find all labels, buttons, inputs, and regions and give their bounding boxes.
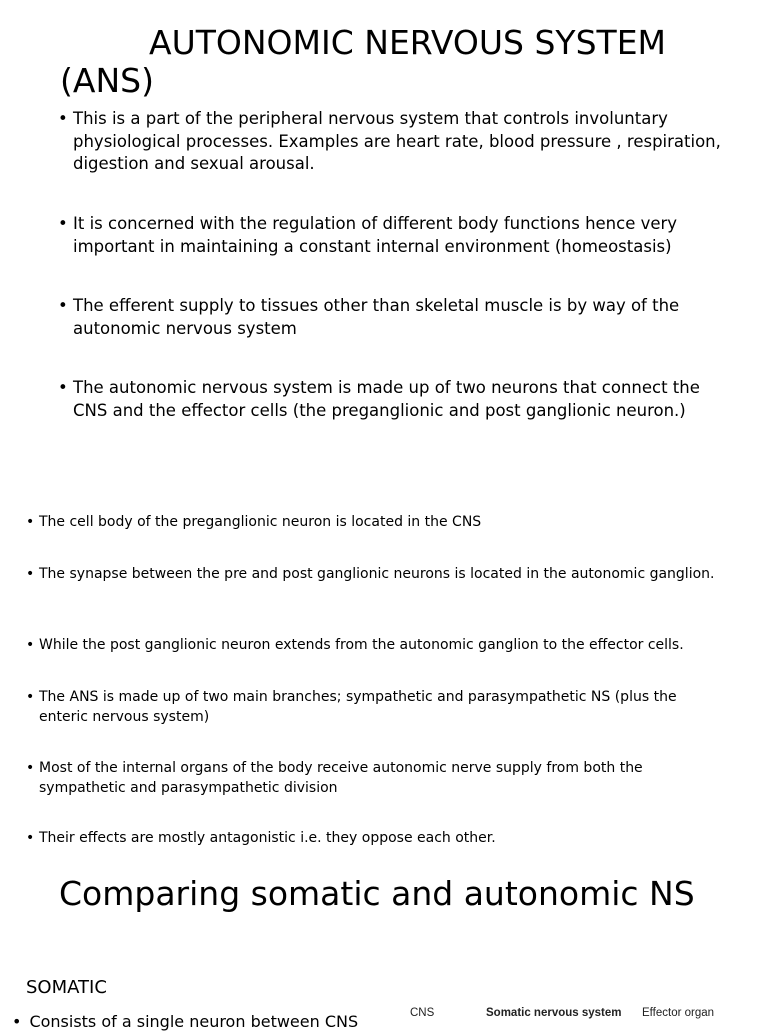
bullet-icon: • — [26, 637, 35, 653]
list-item — [26, 688, 729, 727]
bullet-text: The efferent supply to tissues other than skeletal muscle is by way of the autonomic nervous system — [73, 296, 680, 338]
somatic-bullet — [12, 1012, 358, 1031]
bullet-icon: • — [58, 109, 68, 128]
bullet-icon: • — [58, 378, 68, 397]
bullet-text: While the post ganglionic neuron extends from the autonomic ganglion to the effector cells. — [39, 637, 684, 653]
bullet-icon: • — [26, 514, 35, 530]
bullet-icon: • — [12, 1012, 22, 1031]
bullet-icon: • — [26, 830, 35, 846]
bullet-icon: • — [58, 296, 68, 315]
list-item — [58, 295, 723, 340]
section-title: Comparing somatic and autonomic NS — [59, 874, 695, 913]
title-line-1: AUTONOMIC NERVOUS SYSTEM — [149, 23, 667, 62]
bullet-icon: • — [26, 689, 35, 705]
bullet-icon: • — [58, 214, 68, 233]
somatic-figure — [400, 1004, 730, 1024]
bullet-text: Their effects are mostly antagonistic i.e. they oppose each other. — [39, 830, 496, 846]
list-item — [26, 829, 729, 849]
bullet-text: It is concerned with the regulation of different body functions hence very important in maintaining a constant internal environment (homeostasis) — [73, 214, 678, 256]
list-item — [26, 759, 729, 798]
figure-title: Somatic nervous system — [486, 1007, 622, 1019]
list-item — [26, 565, 729, 585]
list-item — [58, 377, 723, 422]
list-item — [26, 513, 729, 533]
bullet-text: The cell body of the preganglionic neuron is located in the CNS — [39, 514, 482, 530]
bullet-icon: • — [26, 760, 35, 776]
list-item — [58, 213, 723, 258]
bullet-icon: • — [26, 566, 35, 582]
bullet-text: This is a part of the peripheral nervous system that controls involuntary physiological processes. Examples are heart rate, blood pressure , respiration, digestion and sexual arousal. — [73, 109, 721, 173]
figure-cns-label: CNS — [410, 1007, 435, 1019]
page-title — [60, 24, 740, 100]
title-line-2: (ANS) — [60, 61, 154, 100]
bullet-text: Most of the internal organs of the body receive autonomic nerve supply from both the sympathetic and parasympathetic division — [39, 760, 643, 796]
list-item — [58, 108, 723, 176]
bullet-text: The ANS is made up of two main branches; sympathetic and parasympathetic NS (plus the enteric nervous system) — [39, 689, 677, 725]
somatic-heading: SOMATIC — [26, 977, 107, 998]
bullet-text: The autonomic nervous system is made up of two neurons that connect the CNS and the effector cells (the preganglionic and post ganglionic neuron.) — [73, 378, 700, 420]
figure-effector-label: Effector organ — [642, 1007, 715, 1019]
bullet-text: The synapse between the pre and post ganglionic neurons is located in the autonomic ganglion. — [39, 566, 715, 582]
bullet-text: Consists of a single neuron between CNS — [29, 1012, 359, 1031]
list-item — [26, 636, 729, 656]
